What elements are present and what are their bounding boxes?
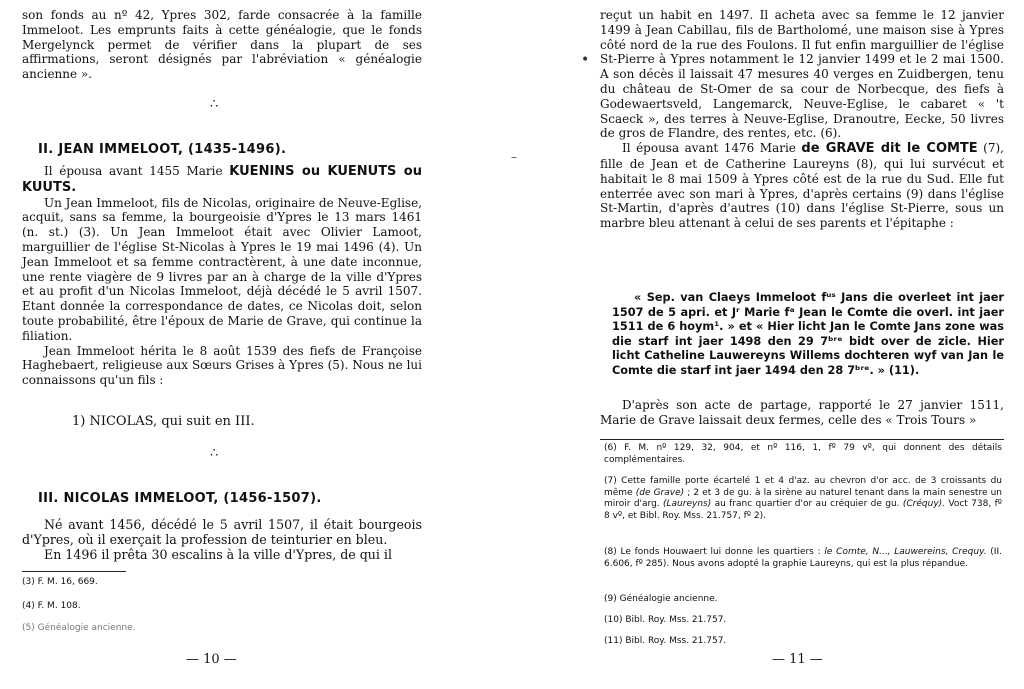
page-number: — 10 — — [186, 652, 237, 667]
gutter-dot: • — [581, 52, 590, 68]
fn7-text: Voct 738, fº 8 vº, et Bibl. Roy. Mss. 21.757, fº 2). — [604, 499, 1002, 521]
footnote-5: (5) Généalogie ancienne. — [22, 623, 136, 633]
intro-text: son fonds au nº 42, Ypres 302, farde consacrée à la famille Immeloot. Les emprunts faits à cette généalogie, que le fonds Mergelynck permet de vérifier dans la plupart de ses affirmations, seront désignés par l'abréviation « généalogie ancienne ». — [22, 8, 422, 82]
fn7-italic: (Laureyns) — [663, 499, 712, 510]
right-body-1 — [600, 8, 1004, 231]
partition-paragraph — [600, 398, 1004, 428]
epitaph-text: « Sep. van Claeys Immeloot fᵘˢ Jans die overleet int jaer 1507 de 5 apri. et Jʳ Marie fᵃ Jean le Comte die overl. int jaer 1511 de 6 hoym¹. » et « Hier licht Jan le Comte Jans zone was die starf int jaer 1498 den 29 7ᵇʳᵉ bidt over de zicle. Hier licht Catheline Lauwereyns Willems dochteren wyf van Jan le Comte die starf int jaer 1494 den 28 7ᵇʳᵉ. » (11). — [612, 291, 1004, 377]
footnote-7 — [604, 476, 1002, 522]
nicolas-paragraph: Né avant 1456, décédé le 5 avril 1507, il était bourgeois d'Ypres, où il exerçait la profession de teinturier en bleu. — [22, 517, 422, 547]
epitaph-quote — [612, 291, 1004, 378]
marriage-text: Il épousa avant 1455 Marie — [44, 164, 230, 178]
gutter-mark: – — [511, 150, 517, 164]
footnote-4: (4) F. M. 108. — [22, 601, 81, 611]
partition-text: D'après son acte de partage, rapporté le 27 janvier 1511, Marie de Grave laissait deux fermes, celle des « Trois Tours » — [600, 398, 1004, 427]
section-2-body — [22, 164, 422, 388]
footnote-rule — [22, 571, 126, 572]
marriage-text: Il épousa avant 1476 Marie — [622, 141, 802, 156]
footnote-6: (6) F. M. nº 129, 32, 904, et nº 116, 1, fº 79 vº, qui donnent des détails complémentaires. — [604, 443, 1002, 465]
fn7-text: ; 2 et 3 de gu. à la sirène au naturel tenant dans la main senestre un miroir d'arg. — [604, 487, 1002, 510]
page-number: — 11 — — [772, 652, 823, 667]
spouse-name: de GRAVE dit le COMTE — [801, 141, 978, 157]
fn7-text: au franc quartier d'or au créquier de gu. — [711, 499, 903, 510]
fn7-italic: (Créquy). — [902, 499, 946, 510]
fn8-text: (8) Le fonds Houwaert lui donne les quartiers : — [604, 547, 825, 557]
burial-text: (7), fille de Jean et de Catherine Laureyns (8), qui lui survécut et habitait le 8 mai 1509 à Ypres côté est de la rue du Sud. Elle fut enterrée avec son mari à Ypres, d'après certains (9) dans l'église St-Martin, d'après d'autres (10) dans l'église St-Pierre, sous un marbre bleu attenant à celui de ses parents et l'épitaphe : — [600, 141, 1004, 231]
footnote-3: (3) F. M. 16, 669. — [22, 577, 98, 587]
child-list-item: 1) NICOLAS, qui suit en III. — [72, 414, 255, 429]
fn7-italic: (de Grave) — [635, 487, 685, 498]
separator-stars: ∴ — [210, 446, 219, 461]
footnote-11: (11) Bibl. Roy. Mss. 21.757. — [604, 636, 727, 646]
marriage-paragraph — [22, 164, 422, 196]
section-title-jean: II. JEAN IMMELOOT, (1435-1496). — [38, 142, 287, 157]
footnote-9: (9) Généalogie ancienne. — [604, 594, 718, 604]
footnote-8 — [604, 547, 1002, 570]
right-page — [512, 0, 1024, 689]
marriage-paragraph — [600, 141, 1004, 231]
footnote-10: (10) Bibl. Roy. Mss. 21.757. — [604, 615, 727, 625]
inheritance-paragraph: Jean Immeloot hérita le 8 août 1539 des fiefs de Françoise Haghebaert, religieuse aux Sœurs Grises à Ypres (5). Nous ne lui connaissons qu'un fils : — [22, 343, 422, 388]
loan-paragraph: En 1496 il prêta 30 escalins à la ville d'Ypres, de qui il — [44, 547, 392, 562]
fn7-text: (7) Cette famille porte écartelé 1 et 4 d'az. au chevron d'or acc. de 3 croissants du même — [604, 476, 1002, 498]
spouse-name: KUENINS ou KUENUTS ou KUUTS. — [22, 164, 422, 195]
footnote-rule — [600, 439, 1004, 440]
fn8-text: (II. 6.606, fº 285). Nous avons adopté la graphie Laureyns, qui est la plus répandue. — [604, 547, 1002, 569]
section-3-body — [22, 517, 422, 562]
purchase-paragraph: reçut un habit en 1497. Il acheta avec sa femme le 12 janvier 1499 à Jean Cabillau, fils de Bartholomé, une maison sise à Ypres côté nord de la rue des Foulons. Il fut enfin marguillier de l'église St-Pierre à Ypres notamment le 12 janvier 1499 et le 2 mai 1500. A son décès il laissait 47 mesures 40 verges en Zuidbergen, tenu du château de St-Omer de sa cour de Norbecque, des fiefs à Godewaertsveld, Langemarck, Neuve-Eglise, le cabaret « 't Scaeck », des terres à Neuve-Eglise, Dranoutre, Eecke, 50 livres de gros de Flandre, des rentes, etc. (6). — [600, 8, 1004, 141]
separator-stars: ∴ — [210, 97, 219, 112]
section-title-nicolas: III. NICOLAS IMMELOOT, (1456-1507). — [38, 491, 322, 506]
history-paragraph: Un Jean Immeloot, fils de Nicolas, originaire de Neuve-Eglise, acquit, sans sa femme, la bourgeoisie d'Ypres le 13 mars 1461 (n. st.) (3). Un Jean Immeloot était avec Olivier Lamoot, marguillier de l'église St-Nicolas à Ypres le 19 mai 1496 (4). Un Jean Immeloot et sa femme contractèrent, à une date inconnue, une rente viagère de 9 livres par an à charge de la ville d'Ypres et au profit d'un Nicolas Immeloot, déjà décédé le 5 avril 1507. Etant donnée la correspondance de dates, ce Nicolas doit, selon toute probabilité, être l'époux de Marie de Grave, qui continue la filiation. — [22, 195, 422, 343]
fn8-italic: le Comte, N..., Lauwereins, Crequy. — [824, 547, 987, 557]
intro-paragraph — [22, 8, 422, 82]
